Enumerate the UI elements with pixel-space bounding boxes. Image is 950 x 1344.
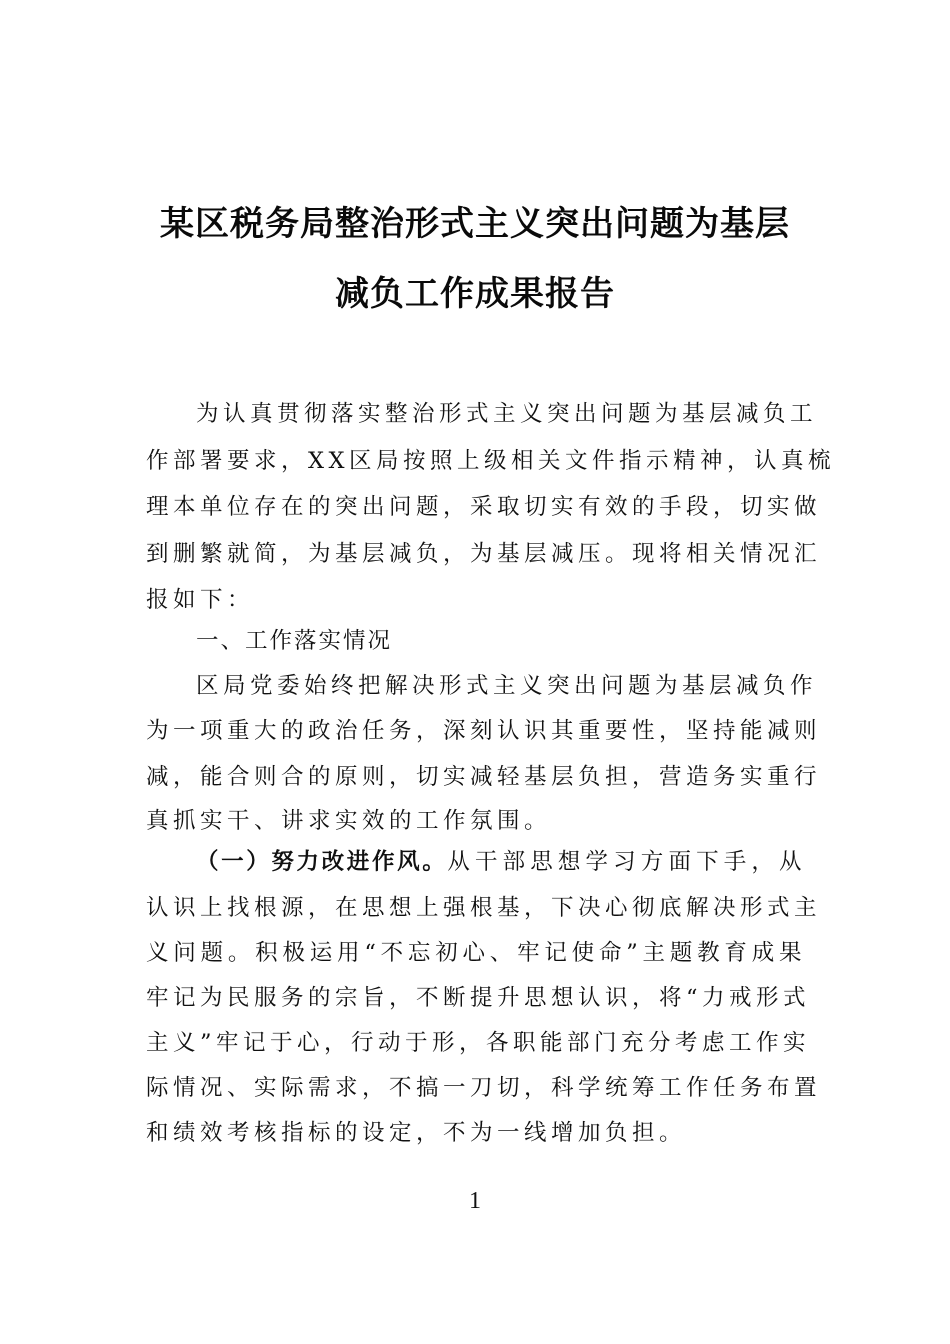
section1-line: 区局党委始终把解决形式主义突出问题为基层减负作 (196, 673, 818, 699)
intro-line: 报如下： (146, 587, 255, 613)
section1-line: 真抓实干、讲求实效的工作氛围。 (146, 808, 552, 834)
section1-line: 减，能合则合的原则，切实减轻基层负担，营造务实重行 (146, 764, 822, 790)
subsection1-first-line (196, 847, 806, 877)
document-title-line-2: 减负工作成果报告 (335, 274, 615, 314)
section1-line: 为一项重大的政治任务，深刻认识其重要性，坚持能减则 (146, 718, 822, 744)
subsection1-line: 际情况、实际需求，不搞一刀切，科学统筹工作任务布置 (146, 1075, 822, 1101)
subsection-lead: （一）努力改进作风。 (196, 849, 448, 875)
intro-line: 理本单位存在的突出问题，采取切实有效的手段，切实做 (146, 494, 822, 520)
document-title-line-1: 某区税务局整治形式主义突出问题为基层 (160, 204, 790, 244)
intro-line: 到删繁就简，为基层减负，为基层减压。现将相关情况汇 (146, 541, 822, 567)
subsection1-first-line-text: 从干部思想学习方面下手，从 (447, 849, 806, 875)
section-heading: 一、工作落实情况 (196, 628, 393, 654)
subsection1-line: 牢记为民服务的宗旨，不断提升思想认识，将“力戒形式 (146, 985, 811, 1011)
subsection1-line: 和绩效考核指标的设定，不为一线增加负担。 (146, 1120, 687, 1146)
subsection1-line: 主义”牢记于心，行动于形，各职能部门充分考虑工作实 (146, 1030, 811, 1056)
subsection1-line: 义问题。积极运用“不忘初心、牢记使命”主题教育成果 (146, 940, 806, 966)
page-number: 1 (469, 1188, 481, 1214)
subsection1-line: 认识上找根源，在思想上强根基，下决心彻底解决形式主 (146, 895, 822, 921)
intro-line: 作部署要求，XX区局按照上级相关文件指示精神，认真梳 (146, 448, 836, 474)
intro-line: 为认真贯彻落实整治形式主义突出问题为基层减负工 (196, 401, 818, 427)
